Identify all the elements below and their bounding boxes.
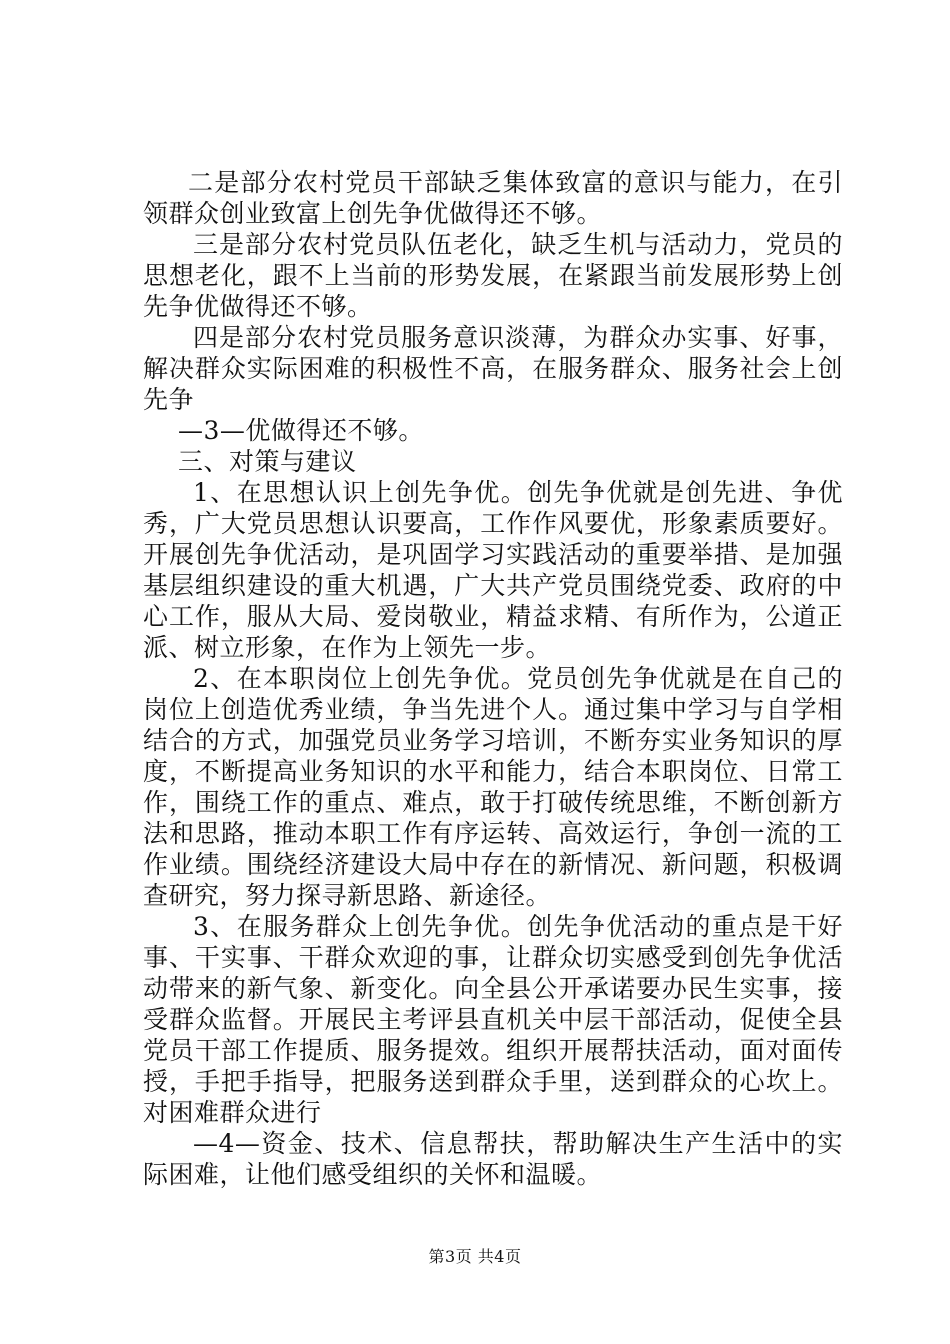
paragraph-item-1: 1、在思想认识上创先争优。创先争优就是创先进、争优秀，广大党员思想认识要高，工作作风要优，形象素质要好。开展创先争优活动，是巩固学习实践活动的重要举措、是加强基层组织建设的重大机遇，广大共产党员围绕党委、政府的中心工作，服从大局、爱岗敬业，精益求精、有所作为，公道正派、树立形象，在作为上领先一步。 [143,478,843,662]
page-footer: 第3页 共4页 [428,1247,522,1266]
paragraph-item-2: 2、在本职岗位上创先争优。党员创先争优就是在自己的岗位上创造优秀业绩，争当先进个人。通过集中学习与自学相结合的方式，加强党员业务学习培训，不断夯实业务知识的厚度，不断提高业务知识的水平和能力，结合本职岗位、日常工作，围绕工作的重点、难点，敢于打破传统思维，不断创新方法和思路，推动本职工作有序运转、高效运行，争创一流的工作业绩。围绕经济建设大局中存在的新情况、新问题，积极调查研究，努力探寻新思路、新途径。 [143,664,843,910]
paragraph-page-3-continuation: —3—优做得还不够。 [178,416,424,445]
paragraph-item-3: 3、在服务群众上创先争优。创先争优活动的重点是干好事、干实事、干群众欢迎的事，让群众切实感受到创先争优活动带来的新气象、新变化。向全县公开承诺要办民生实事，接受群众监督。开展民主考评县直机关中层干部活动，促使全县党员干部工作提质、服务提效。组织开展帮扶活动，面对面传授，手把手指导，把服务送到群众手里，送到群众的心坎上。对困难群众进行 [143,912,843,1127]
paragraph-page-4-continuation: —4—资金、技术、信息帮扶，帮助解决生产生活中的实际困难，让他们感受组织的关怀和温暖。 [143,1129,843,1189]
section-heading-countermeasures: 三、对策与建议 [178,447,357,476]
paragraph-point-two: 二是部分农村党员干部缺乏集体致富的意识与能力，在引领群众创业致富上创先争优做得还不够。 [143,168,843,228]
document-body [143,167,843,1190]
paragraph-point-three: 三是部分农村党员队伍老化，缺乏生机与活动力，党员的思想老化，跟不上当前的形势发展，在紧跟当前发展形势上创先争优做得还不够。 [143,230,843,321]
paragraph-point-four: 四是部分农村党员服务意识淡薄，为群众办实事、好事，解决群众实际困难的积极性不高，在服务群众、服务社会上创先争 [143,323,843,414]
